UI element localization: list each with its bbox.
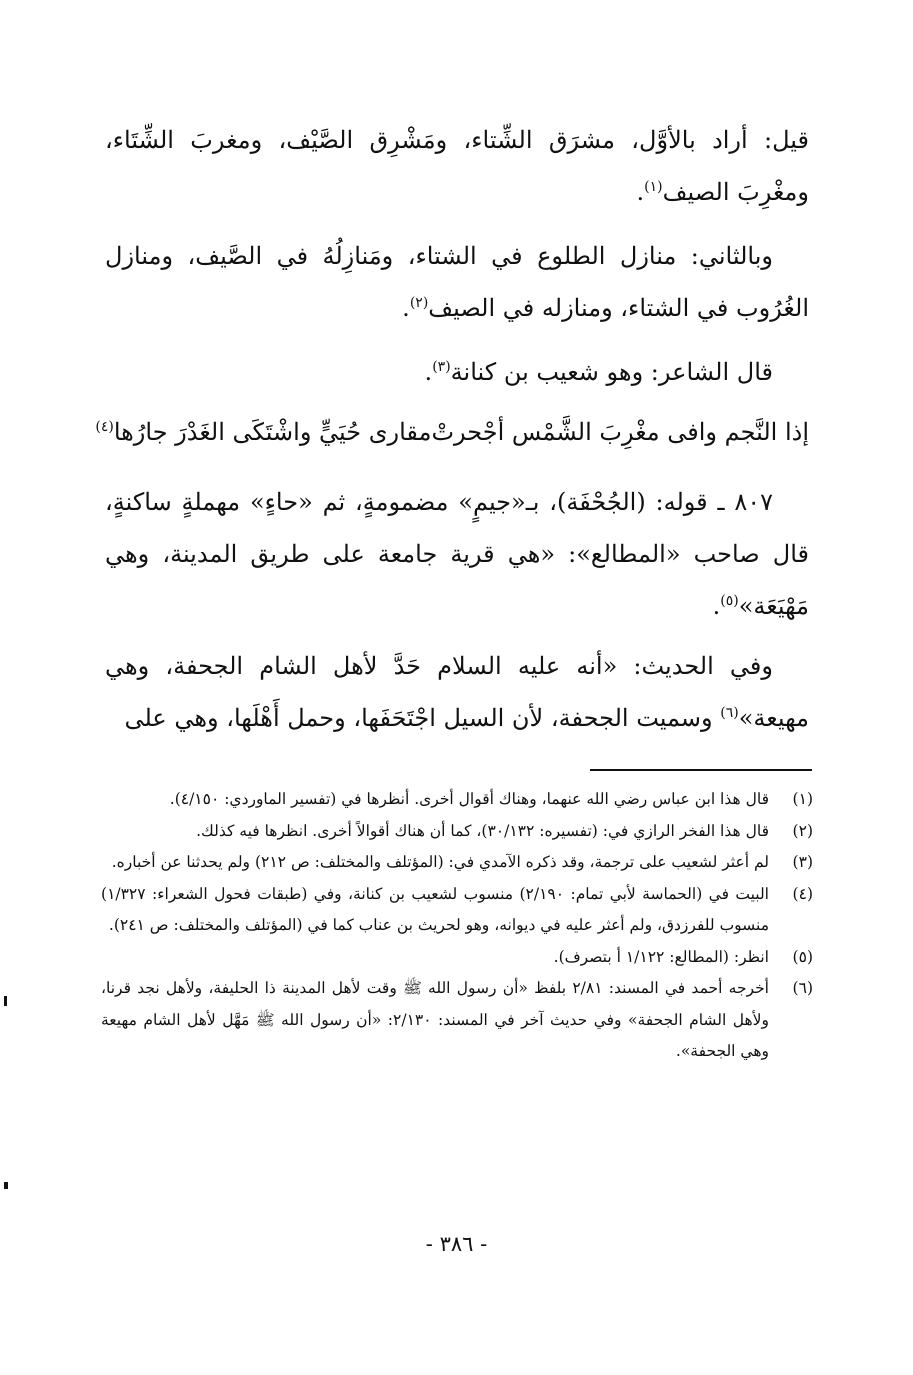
paragraph-3-text: قال الشاعر: وهو شعيب بن كنانة [450,358,773,386]
paragraph-1: قيل: أراد بالأوَّل، مشرَق الشِّتاء، ومَشْرِق الصَّيْف، ومغربَ الشِّتَاء، ومغْرِبَ الصيف$^{(١)}$. [105,126,809,206]
paragraph-5-text-a: وفي الحديث: «أنه عليه السلام حَدَّ لأهل الشام الجحفة، وهي مهيعة» [105,652,809,732]
footnote-text: قال هذا الفخر الرازي في: (تفسيره: ٣٠/١٣٢)، كما أن هناك أقوالاً أخرى. انظرها فيه كذلك. [196,821,769,840]
footnote-ref-3: (٣) [432,359,451,375]
verse-first-hemistich: إذا النَّجم وافى مغْرِبَ الشَّمْس أجْحرتْ [431,418,809,446]
footnote-number: (٢) [792,821,813,840]
footnotes-section [101,784,813,1068]
paragraph-1-text: قيل: أراد بالأوَّل، مشرَق الشِّتاء، ومَشْرِق الصَّيْف، ومغربَ الشِّتَاء، ومغْرِبَ الصيف [105,126,809,206]
footnote-text: البيت في (الحماسة لأبي تمام: ٢/١٩٠) منسوب لشعيب بن كنانة، وفي (طبقات فحول الشعراء: ١/٣٢٧) منسوب للفرزدق، ولم أعثر عليه في ديوانه، وهو لحريث بن عناب كما في (المؤتلف والمختلف: ص ٢٤١). [101,884,769,934]
footnote-number: (٥) [792,947,813,966]
footnote-text: قال هذا ابن عباس رضي الله عنهما، وهناك أقوال أخرى. أنظرها في (تفسير الماوردي: ٤/١٥٠). [169,790,769,808]
verse-second-hemistich-text: مقارى حُيَيٍّ واشْتَكَى الغَدْرَ جارُها [113,418,432,446]
paragraph-3: قال الشاعر: وهو شعيب بن كنانة$^{(٣)}$. [424,358,773,386]
footnote-number: (٦) [792,979,813,997]
scan-mark [4,996,7,1006]
footnote-6 [101,973,813,1068]
footnote-5 [101,942,813,974]
footnote-3 [101,847,813,879]
footnote-4 [101,879,813,942]
verse-second-hemistich [95,410,431,454]
footnote-text: لم أعثر لشعيب على ترجمة، وقد ذكره الآمدي في: (المؤتلف والمختلف: ص ٢١٢) ولم يحدثنا عن أخباره. [111,853,769,871]
paragraph-4-text: ٨٠٧ ـ قوله: (الجُحْفَة)، بـ«جيمٍ» مضمومةٍ، ثم «حاءٍ» مهملةٍ ساكنةٍ، قال صاحب «المطالع»: «هي قرية جامعة على طريق المدينة، وهي مَهْيَعَة» [105,488,809,620]
footnote-ref-2: (٢) [409,295,429,311]
paragraph-4: ٨٠٧ ـ قوله: (الجُحْفَة)، بـ«جيمٍ» مضمومةٍ، ثم «حاءٍ» مهملةٍ ساكنةٍ، قال صاحب «المطالع»: «هي قرية جامعة على طريق المدينة، وهي مَهْيَعَة»$^{(٥)}$. [105,488,809,620]
poetry-verse [95,410,809,454]
scan-mark [4,1182,8,1189]
paragraph-5 [105,640,809,744]
footnote-number: (٣) [792,853,813,871]
footnote-ref-4: (٤) [95,419,114,435]
footnote-number: (١) [792,790,813,808]
footnote-text: أخرجه أحمد في المسند: ٢/٨١ بلفظ «أن رسول الله ﷺ وقت لأهل المدينة ذا الحليفة، ولأهل نجد قرنا، ولأهل الشام الجحفة» وفي حديث آخر في المسند: ٢/١٣٠: «أن رسول الله ﷺ مَهَّل لأهل الشام مهيعة وهي الجحفة». [101,979,769,1060]
paragraph-2: وبالثاني: منازل الطلوع في الشتاء، ومَنازِلُهُ في الصَّيف، ومنازل الغُرُوب في الشتاء، ومنازله في الصيف$^{(٢)}$. [105,242,809,322]
page-number: - ٣٨٦ - [425,1232,488,1256]
footnote-2 [101,816,813,848]
footnote-text: انظر: (المطالع: ١/١٢٢ أ بتصرف). [553,947,769,966]
footnote-separator [590,769,812,771]
footnote-ref-1: (١) [644,179,663,195]
footnote-ref-6: (٦) [720,705,739,721]
footnote-1 [101,784,813,816]
paragraph-2-text: وبالثاني: منازل الطلوع في الشتاء، ومَنازِلُهُ في الصَّيف، ومنازل الغُرُوب في الشتاء، ومنازله في الصيف [105,242,809,322]
footnote-ref-5: (٥) [720,593,739,609]
paragraph-5-text-b: وسميت الجحفة، لأن السيل اجْتَحَفَها، وحمل أَهْلَها، وهي على [124,704,721,732]
footnote-number: (٤) [792,884,813,903]
